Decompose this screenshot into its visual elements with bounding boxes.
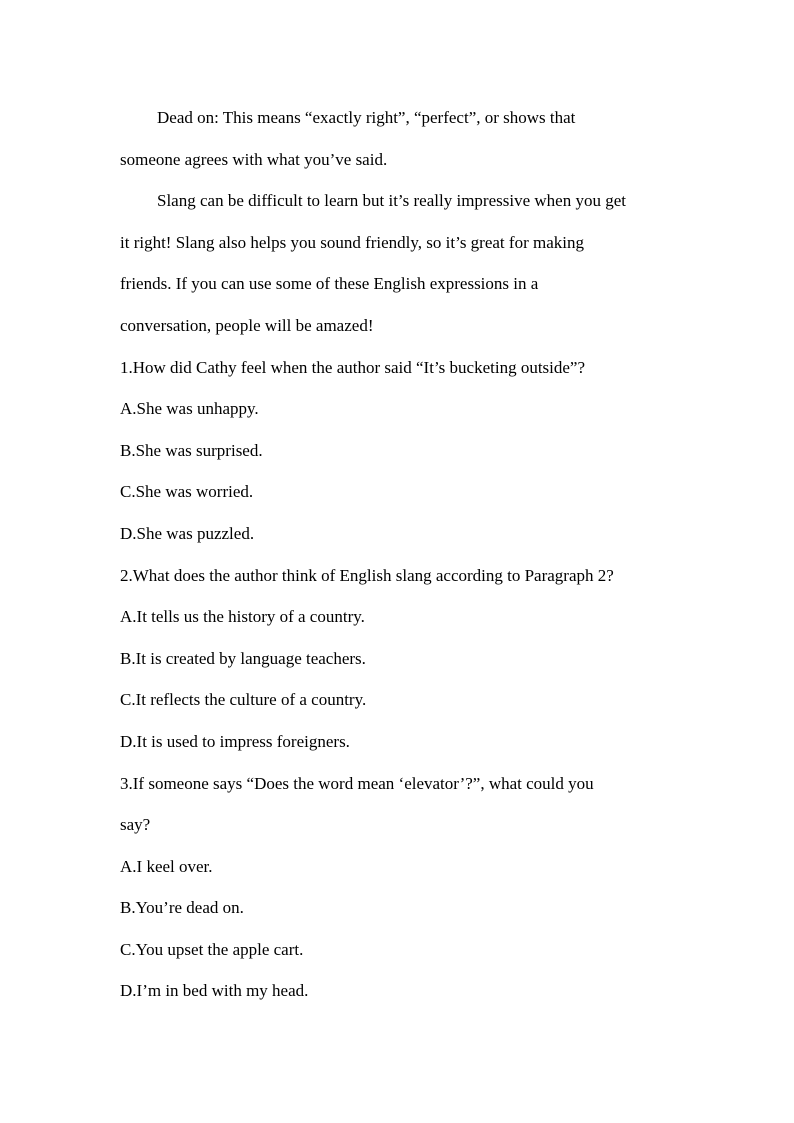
question-2-option-c: C.It reflects the culture of a country. [120, 690, 367, 710]
question-3-option-a: A.I keel over. [120, 856, 213, 876]
paragraph-line: Slang can be difficult to learn but it’s really impressive when you get [157, 191, 626, 211]
question-1-option-d: D.She was puzzled. [120, 523, 255, 543]
question-3-option-b: B.You’re dead on. [120, 898, 244, 918]
question-3-option-d: D.I’m in bed with my head. [120, 981, 309, 1001]
question-1-option-b: B.She was surprised. [120, 440, 263, 460]
document-text [120, 97, 680, 1012]
question-2-option-a: A.It tells us the history of a country. [120, 607, 365, 627]
paragraph-line: conversation, people will be amazed! [120, 315, 374, 335]
paragraph-line: someone agrees with what you’ve said. [120, 149, 388, 169]
paragraph-line: it right! Slang also helps you sound friendly, so it’s great for making [120, 232, 584, 252]
paragraph-line: friends. If you can use some of these English expressions in a [120, 274, 539, 294]
paragraph-line: Dead on: This means “exactly right”, “perfect”, or shows that [157, 108, 576, 127]
question-3-stem: say? [120, 815, 151, 835]
question-1-option-c: C.She was worried. [120, 482, 254, 502]
question-1-option-a: A.She was unhappy. [120, 399, 259, 419]
question-1-stem: 1.How did Cathy feel when the author said “It’s bucketing outside”? [120, 357, 586, 377]
question-2-option-b: B.It is created by language teachers. [120, 648, 366, 668]
question-3-stem: 3.If someone says “Does the word mean ‘elevator’?”, what could you [120, 773, 594, 793]
question-3-option-c: C.You upset the apple cart. [120, 939, 304, 959]
question-2-stem: 2.What does the author think of English slang according to Paragraph 2? [120, 565, 614, 585]
question-2-option-d: D.It is used to impress foreigners. [120, 731, 350, 751]
